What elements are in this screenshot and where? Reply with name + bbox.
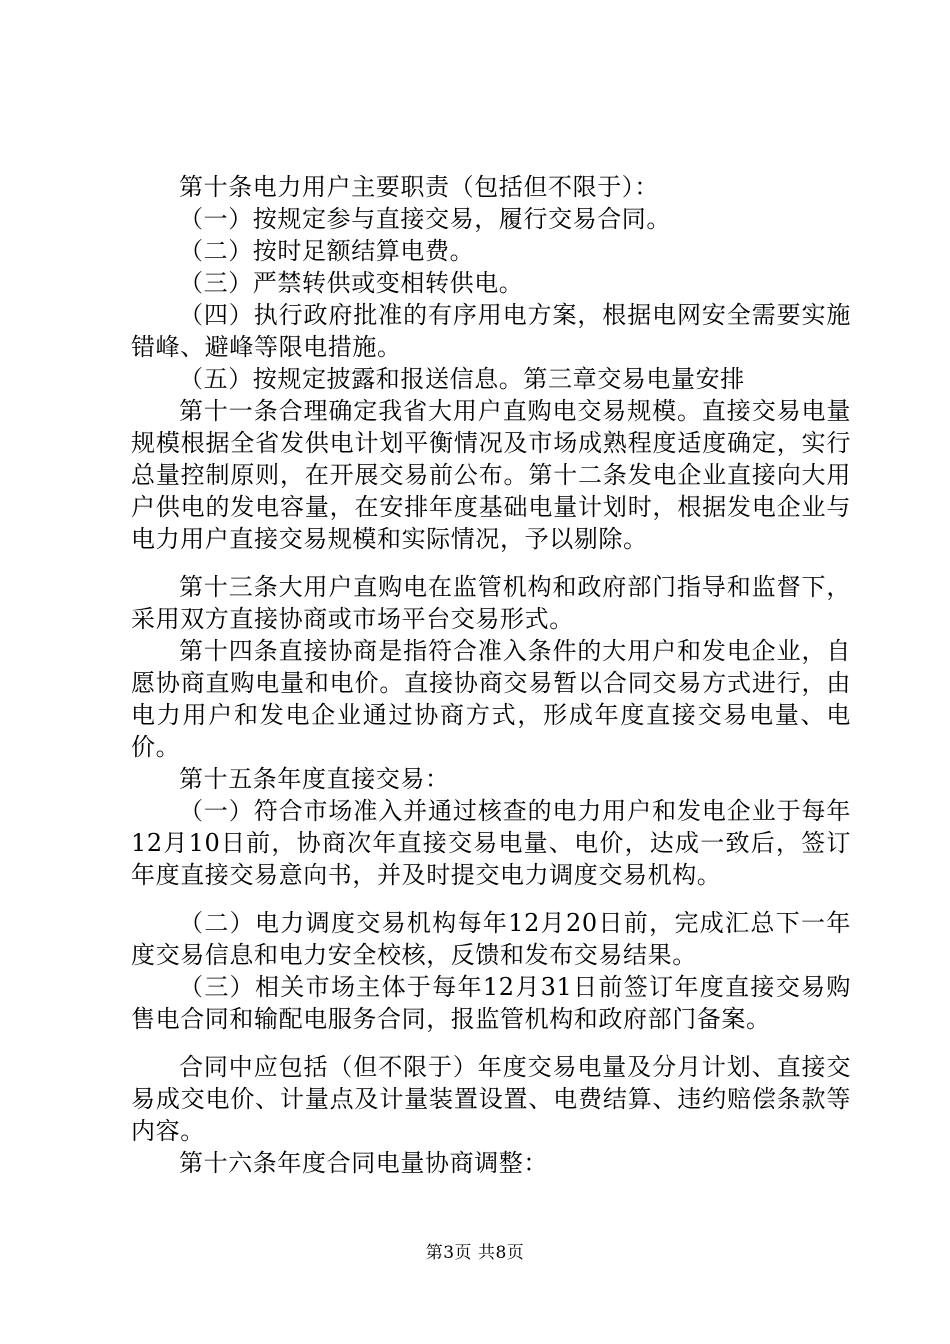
paragraph-item-4: （四）执行政府批准的有序用电方案，根据电网安全需要实施错峰、避峰等限电措施。	[131, 301, 851, 361]
paragraph-item-3: （三）严禁转供或变相转供电。	[179, 269, 524, 297]
paragraph-article-15-item-3: （三）相关市场主体于每年12月31日前签订年度直接交易购售电合同和输配电服务合同，报监管机构和政府部门备案。	[131, 973, 851, 1033]
paragraph-article-11-12: 第十一条合理确定我省大用户直购电交易规模。直接交易电量规模根据全省发供电计划平衡情况及市场成熟程度适度确定，实行总量控制原则，在开展交易前公布。第十二条发电企业直接向大用户供电的发电容量，在安排年度基础电量计划时，根据发电企业与电力用户直接交易规模和实际情况，予以剔除。	[131, 397, 851, 553]
paragraph-article-16: 第十六条年度合同电量协商调整：	[179, 1149, 548, 1177]
paragraph-article-15-item-2: （二）电力调度交易机构每年12月20日前，完成汇总下一年度交易信息和电力安全校核，反馈和发布交易结果。	[131, 909, 851, 969]
paragraph-item-1: （一）按规定参与直接交易，履行交易合同。	[179, 205, 671, 233]
paragraph-article-10: 第十条电力用户主要职责（包括但不限于）：	[179, 173, 659, 201]
paragraph-item-5: （五）按规定披露和报送信息。第三章交易电量安排	[179, 365, 745, 393]
paragraph-item-2: （二）按时足额结算电费。	[179, 237, 475, 265]
paragraph-article-14: 第十四条直接协商是指符合准入条件的大用户和发电企业，自愿协商直购电量和电价。直接协商交易暂以合同交易方式进行，由电力用户和发电企业通过协商方式，形成年度直接交易电量、电价。	[131, 637, 851, 761]
paragraph-contract-contents: 合同中应包括（但不限于）年度交易电量及分月计划、直接交易成交电价、计量点及计量装置设置、电费结算、违约赔偿条款等内容。	[131, 1053, 851, 1145]
paragraph-article-15-item-1: （一）符合市场准入并通过核查的电力用户和发电企业于每年12月10日前，协商次年直接交易电量、电价，达成一致后，签订年度直接交易意向书，并及时提交电力调度交易机构。	[131, 797, 851, 889]
page-footer: 第3页 共8页	[425, 1243, 525, 1263]
document-body	[131, 171, 851, 1179]
paragraph-article-13: 第十三条大用户直购电在监管机构和政府部门指导和监督下，采用双方直接协商或市场平台交易形式。	[131, 573, 851, 633]
paragraph-article-15: 第十五条年度直接交易：	[179, 765, 450, 793]
